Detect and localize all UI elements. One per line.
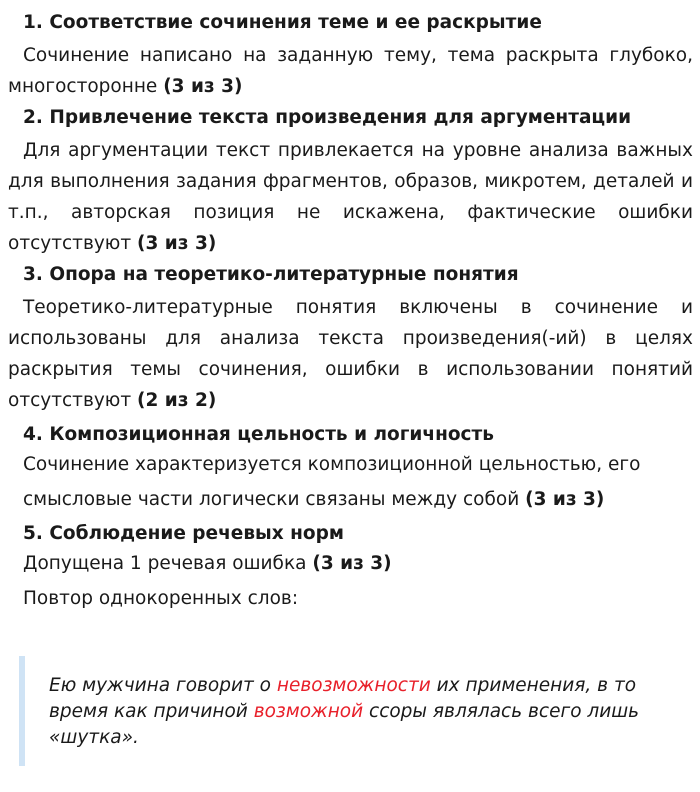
criterion-5-text xyxy=(8,546,693,581)
essay-evaluation xyxy=(8,0,693,616)
criterion-5-heading: 5. Соблюдение речевых норм xyxy=(23,523,345,544)
criterion-4-heading: 4. Композиционная цельность и логичность xyxy=(23,424,494,445)
error-quote xyxy=(19,656,669,766)
criterion-5-score: (3 из 3) xyxy=(312,553,392,574)
criterion-1-score: (3 из 3) xyxy=(163,76,243,97)
criterion-4-score: (3 из 3) xyxy=(525,489,605,510)
criterion-4-line-2: смысловые части логически связаны между собой xyxy=(23,489,520,510)
quote-part-1: Ею мужчина говорит о xyxy=(49,675,277,696)
criterion-3-text xyxy=(8,292,693,416)
criterion-4-text xyxy=(8,447,693,517)
criterion-3-heading: 3. Опора на теоретико-литературные понятия xyxy=(23,264,519,285)
criterion-1-heading: 1. Соответствие сочинения теме и ее раскрытие xyxy=(23,12,542,33)
criterion-3-score: (2 из 2) xyxy=(137,390,217,411)
criterion-4-line-1: Сочинение характеризуется композиционной цельностью, его xyxy=(23,454,641,475)
criterion-2-body: Для аргументации текст привлекается на уровне анализа важных для выполнения задания фрагментов, образов, микротем, деталей и т.п., авторская позиция не искажена, фактические ошибки отсутствуют xyxy=(8,140,693,254)
criterion-5-note: Повтор однокоренных слов: xyxy=(23,588,299,609)
criterion-1-body: Сочинение написано на заданную тему, тема раскрыта глубоко, многосторонне xyxy=(8,45,693,97)
criterion-2-text xyxy=(8,135,693,259)
quote-part-3: ссоры являлась всего лишь «шутка». xyxy=(49,701,640,748)
quote-highlight-2: возможной xyxy=(253,701,364,722)
criterion-2-heading: 2. Привлечение текста произведения для аргументации xyxy=(23,107,632,128)
criterion-2-score: (3 из 3) xyxy=(137,233,217,254)
quote-part-2: их применения, в то время как причиной xyxy=(49,675,637,722)
criterion-3-body: Теоретико-литературные понятия включены в сочинение и использованы для анализа текста произведения(-ий) в целях раскрытия темы сочинения, ошибки в использовании понятий отсутствуют xyxy=(8,297,693,411)
criterion-5-body: Допущена 1 речевая ошибка xyxy=(23,553,307,574)
quote-highlight-1: невозможности xyxy=(276,675,431,696)
criterion-1-text xyxy=(8,40,693,102)
